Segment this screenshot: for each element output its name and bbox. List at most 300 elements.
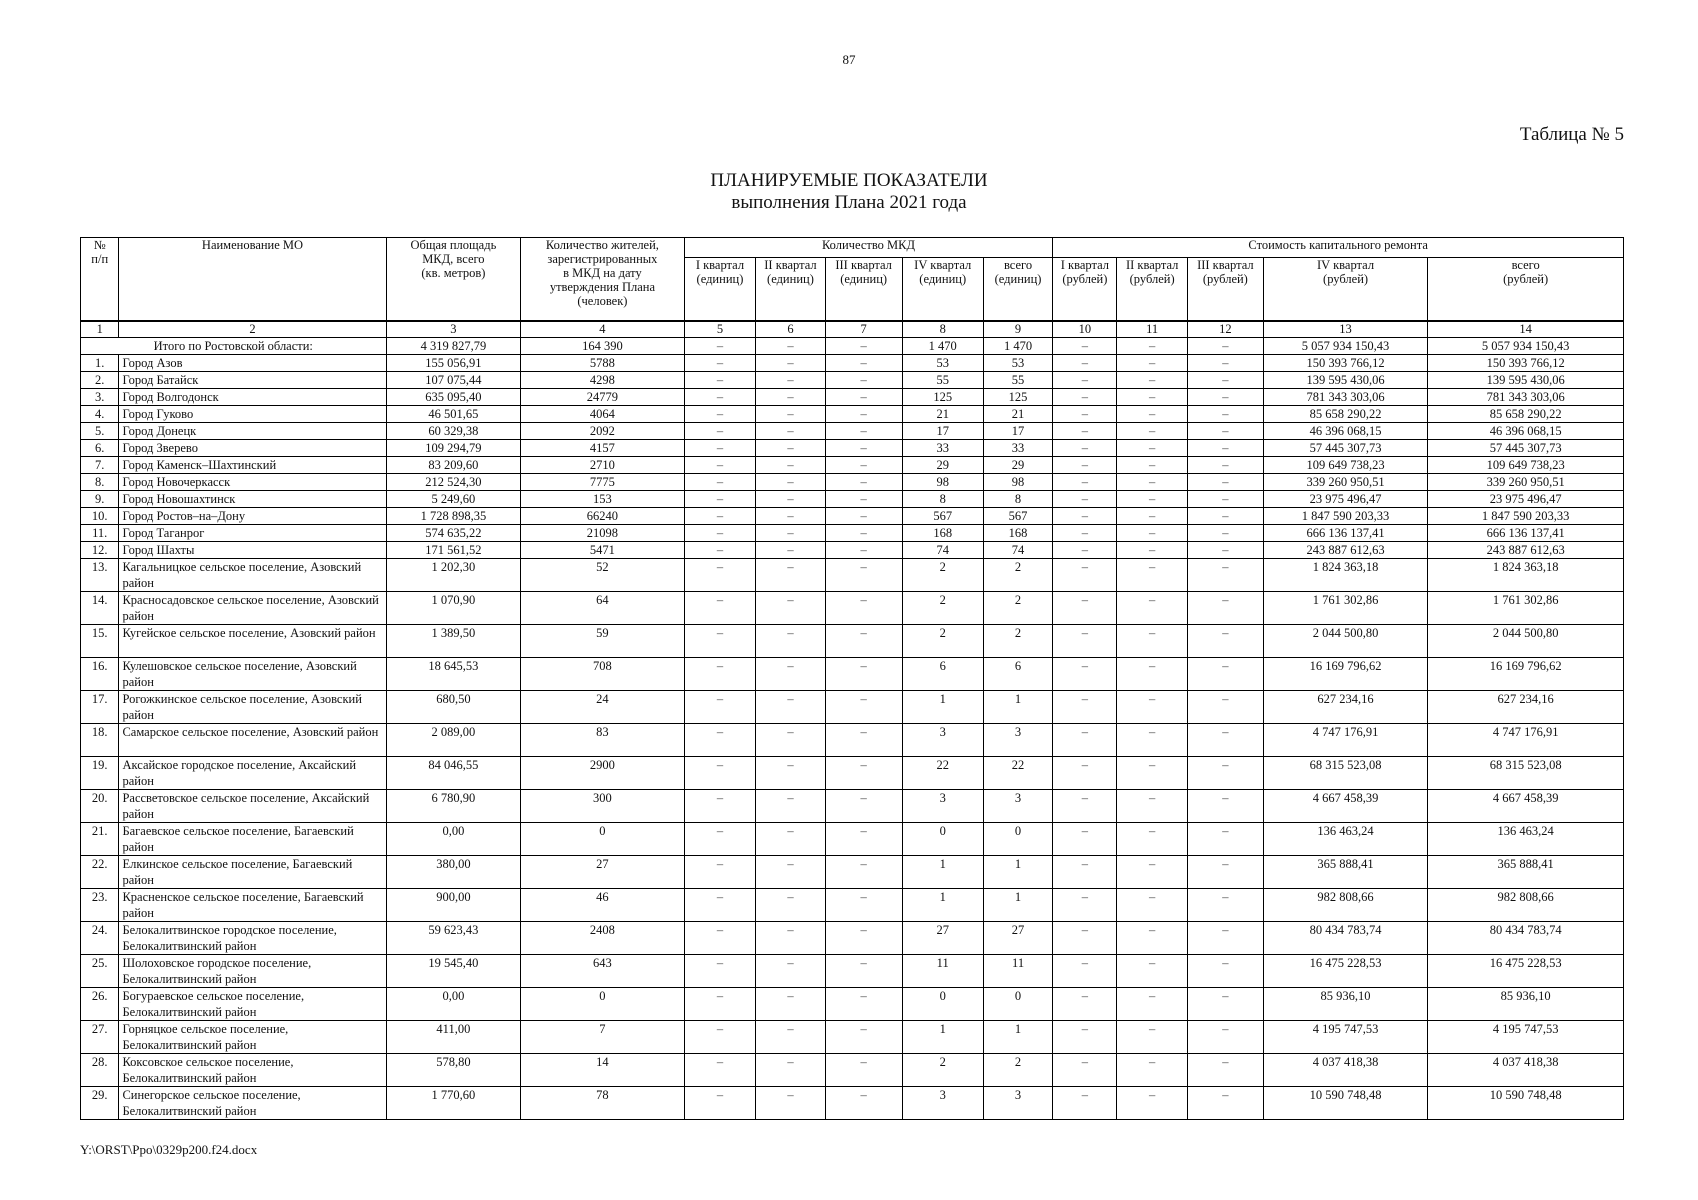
- table-row: [81, 592, 1624, 625]
- dash-cell: –: [1117, 457, 1188, 474]
- cost-total-cell: 1 761 302,86: [1428, 592, 1624, 625]
- area-cell: 107 075,44: [386, 372, 521, 389]
- dash-cell: –: [684, 372, 756, 389]
- dash-cell: –: [1117, 625, 1188, 658]
- dash-cell: –: [1053, 691, 1117, 724]
- dash-cell: –: [1117, 491, 1188, 508]
- cost-q4-cell: 4 667 458,39: [1263, 790, 1428, 823]
- dash-cell: –: [1187, 338, 1263, 355]
- dash-cell: –: [1117, 1021, 1188, 1054]
- dash-cell: –: [1053, 372, 1117, 389]
- row-number: 16.: [81, 658, 119, 691]
- header-mkd-q2-text: II квартал (единиц): [764, 258, 817, 286]
- dash-cell: –: [1117, 542, 1188, 559]
- dash-cell: –: [684, 592, 756, 625]
- header-mkd-total-text: всего (единиц): [994, 258, 1042, 286]
- area-cell: 900,00: [386, 889, 521, 922]
- dash-cell: –: [1187, 1087, 1263, 1120]
- table-row: [81, 440, 1624, 457]
- row-number: 15.: [81, 625, 119, 658]
- dash-cell: –: [756, 592, 825, 625]
- dash-cell: –: [825, 724, 902, 757]
- residents-cell: 643: [521, 955, 684, 988]
- column-number: 4: [521, 321, 684, 338]
- row-number: 7.: [81, 457, 119, 474]
- table-row: [81, 372, 1624, 389]
- dash-cell: –: [1117, 559, 1188, 592]
- mkd-q4-cell: 21: [902, 406, 983, 423]
- row-number: 2.: [81, 372, 119, 389]
- dash-cell: –: [1117, 724, 1188, 757]
- residents-cell: 2710: [521, 457, 684, 474]
- header-cost-group: Стоимость капитального ремонта: [1053, 238, 1624, 258]
- cost-total-cell: 23 975 496,47: [1428, 491, 1624, 508]
- row-number: 29.: [81, 1087, 119, 1120]
- dash-cell: –: [756, 691, 825, 724]
- dash-cell: –: [1053, 658, 1117, 691]
- row-number: 13.: [81, 559, 119, 592]
- dash-cell: –: [756, 423, 825, 440]
- table-row: [81, 889, 1624, 922]
- area-cell: 1 389,50: [386, 625, 521, 658]
- dash-cell: –: [1117, 525, 1188, 542]
- column-number: 12: [1187, 321, 1263, 338]
- dash-cell: –: [756, 889, 825, 922]
- dash-cell: –: [1053, 889, 1117, 922]
- table-row: [81, 474, 1624, 491]
- column-number: 8: [902, 321, 983, 338]
- residents-cell: 64: [521, 592, 684, 625]
- area-cell: 2 089,00: [386, 724, 521, 757]
- dash-cell: –: [1187, 856, 1263, 889]
- dash-cell: –: [1053, 724, 1117, 757]
- dash-cell: –: [1187, 790, 1263, 823]
- area-cell: 578,80: [386, 1054, 521, 1087]
- municipality-name: Город Азов: [119, 355, 386, 372]
- dash-cell: –: [684, 1054, 756, 1087]
- mkd-q4-cell: 168: [902, 525, 983, 542]
- header-area: [386, 238, 521, 322]
- dash-cell: –: [1053, 856, 1117, 889]
- dash-cell: –: [684, 1087, 756, 1120]
- total-mkd-q4: 1 470: [902, 338, 983, 355]
- header-mkd-q1-text: I квартал (единиц): [695, 258, 745, 286]
- dash-cell: –: [684, 1021, 756, 1054]
- area-cell: 171 561,52: [386, 542, 521, 559]
- municipality-name: Богураевское сельское поселение, Белокалитвинский район: [119, 988, 386, 1021]
- cost-q4-cell: 68 315 523,08: [1263, 757, 1428, 790]
- municipality-name: Красносадовское сельское поселение, Азовский район: [119, 592, 386, 625]
- dash-cell: –: [684, 889, 756, 922]
- mkd-total-cell: 33: [983, 440, 1053, 457]
- mkd-q4-cell: 2: [902, 1054, 983, 1087]
- cost-q4-cell: 85 658 290,22: [1263, 406, 1428, 423]
- residents-cell: 2092: [521, 423, 684, 440]
- row-number: 9.: [81, 491, 119, 508]
- cost-total-cell: 109 649 738,23: [1428, 457, 1624, 474]
- dash-cell: –: [1053, 440, 1117, 457]
- dash-cell: –: [1053, 625, 1117, 658]
- table-row: [81, 355, 1624, 372]
- dash-cell: –: [1117, 823, 1188, 856]
- table-row: [81, 1054, 1624, 1087]
- area-cell: 109 294,79: [386, 440, 521, 457]
- dash-cell: –: [756, 922, 825, 955]
- row-number: 3.: [81, 389, 119, 406]
- municipality-name: Город Каменск–Шахтинский: [119, 457, 386, 474]
- table-row: [81, 423, 1624, 440]
- dash-cell: –: [1053, 922, 1117, 955]
- table-row: [81, 625, 1624, 658]
- total-area: 4 319 827,79: [386, 338, 521, 355]
- table-row: [81, 525, 1624, 542]
- dash-cell: –: [1187, 1021, 1263, 1054]
- cost-total-cell: 4 195 747,53: [1428, 1021, 1624, 1054]
- row-number: 8.: [81, 474, 119, 491]
- dash-cell: –: [1117, 508, 1188, 525]
- column-number: 7: [825, 321, 902, 338]
- dash-cell: –: [756, 406, 825, 423]
- municipality-name: Город Зверево: [119, 440, 386, 457]
- dash-cell: –: [825, 542, 902, 559]
- mkd-q4-cell: 17: [902, 423, 983, 440]
- mkd-total-cell: 1: [983, 856, 1053, 889]
- mkd-total-cell: 22: [983, 757, 1053, 790]
- dash-cell: –: [684, 955, 756, 988]
- municipality-name: Город Волгодонск: [119, 389, 386, 406]
- table-row: [81, 508, 1624, 525]
- dash-cell: –: [684, 355, 756, 372]
- dash-cell: –: [1187, 474, 1263, 491]
- cost-total-cell: 243 887 612,63: [1428, 542, 1624, 559]
- row-number: 11.: [81, 525, 119, 542]
- dash-cell: –: [1187, 922, 1263, 955]
- dash-cell: –: [684, 525, 756, 542]
- cost-q4-cell: 136 463,24: [1263, 823, 1428, 856]
- mkd-total-cell: 55: [983, 372, 1053, 389]
- residents-cell: 300: [521, 790, 684, 823]
- cost-total-cell: 2 044 500,80: [1428, 625, 1624, 658]
- cost-q4-cell: 339 260 950,51: [1263, 474, 1428, 491]
- dash-cell: –: [1117, 691, 1188, 724]
- header-mkd-q4-text: IV квартал (единиц): [914, 258, 972, 286]
- dash-cell: –: [1117, 922, 1188, 955]
- cost-total-cell: 85 936,10: [1428, 988, 1624, 1021]
- dash-cell: –: [825, 338, 902, 355]
- dash-cell: –: [756, 508, 825, 525]
- dash-cell: –: [825, 559, 902, 592]
- mkd-total-cell: 2: [983, 592, 1053, 625]
- dash-cell: –: [756, 757, 825, 790]
- row-number: 12.: [81, 542, 119, 559]
- municipality-name: Город Новошахтинск: [119, 491, 386, 508]
- table-row: [81, 491, 1624, 508]
- dash-cell: –: [1053, 338, 1117, 355]
- dash-cell: –: [684, 338, 756, 355]
- header-cost-q1: [1053, 258, 1117, 322]
- dash-cell: –: [1053, 423, 1117, 440]
- dash-cell: –: [1053, 1021, 1117, 1054]
- dash-cell: –: [1187, 691, 1263, 724]
- residents-cell: 83: [521, 724, 684, 757]
- dash-cell: –: [1117, 988, 1188, 1021]
- cost-q4-cell: 1 847 590 203,33: [1263, 508, 1428, 525]
- dash-cell: –: [684, 691, 756, 724]
- column-number: 13: [1263, 321, 1428, 338]
- cost-total-cell: 4 037 418,38: [1428, 1054, 1624, 1087]
- municipality-name: Синегорское сельское поселение, Белокалитвинский район: [119, 1087, 386, 1120]
- dash-cell: –: [684, 724, 756, 757]
- dash-cell: –: [1053, 988, 1117, 1021]
- dash-cell: –: [1117, 338, 1188, 355]
- table-label: Таблица № 5: [1519, 124, 1624, 145]
- residents-cell: 5788: [521, 355, 684, 372]
- row-number: 18.: [81, 724, 119, 757]
- municipality-name: Город Гуково: [119, 406, 386, 423]
- dash-cell: –: [1053, 1054, 1117, 1087]
- cost-q4-cell: 1 761 302,86: [1263, 592, 1428, 625]
- dash-cell: –: [825, 355, 902, 372]
- mkd-total-cell: 74: [983, 542, 1053, 559]
- dash-cell: –: [684, 440, 756, 457]
- area-cell: 60 329,38: [386, 423, 521, 440]
- dash-cell: –: [1187, 724, 1263, 757]
- cost-total-cell: 139 595 430,06: [1428, 372, 1624, 389]
- row-number: 6.: [81, 440, 119, 457]
- dash-cell: –: [1117, 592, 1188, 625]
- area-cell: 6 780,90: [386, 790, 521, 823]
- total-residents: 164 390: [521, 338, 684, 355]
- area-cell: 18 645,53: [386, 658, 521, 691]
- cost-total-cell: 1 824 363,18: [1428, 559, 1624, 592]
- dash-cell: –: [756, 338, 825, 355]
- dash-cell: –: [825, 474, 902, 491]
- mkd-q4-cell: 55: [902, 372, 983, 389]
- dash-cell: –: [756, 559, 825, 592]
- area-cell: 574 635,22: [386, 525, 521, 542]
- file-path-footer: Y:\ORST\Ppo\0329p200.f24.docx: [80, 1142, 258, 1157]
- dash-cell: –: [1187, 955, 1263, 988]
- cost-total-cell: 781 343 303,06: [1428, 389, 1624, 406]
- dash-cell: –: [1117, 355, 1188, 372]
- dash-cell: –: [825, 856, 902, 889]
- column-number: 5: [684, 321, 756, 338]
- table-row: [81, 389, 1624, 406]
- dash-cell: –: [1117, 790, 1188, 823]
- dash-cell: –: [684, 625, 756, 658]
- mkd-total-cell: 125: [983, 389, 1053, 406]
- municipality-name: Город Шахты: [119, 542, 386, 559]
- mkd-q4-cell: 53: [902, 355, 983, 372]
- table-row: [81, 724, 1624, 757]
- dash-cell: –: [1117, 1087, 1188, 1120]
- residents-cell: 2900: [521, 757, 684, 790]
- area-cell: 680,50: [386, 691, 521, 724]
- dash-cell: –: [684, 491, 756, 508]
- row-number: 22.: [81, 856, 119, 889]
- row-number: 23.: [81, 889, 119, 922]
- mkd-q4-cell: 29: [902, 457, 983, 474]
- header-cost-q4-text: IV квартал (рублей): [1317, 258, 1375, 286]
- document-title: [0, 170, 1698, 214]
- mkd-total-cell: 1: [983, 889, 1053, 922]
- row-number: 4.: [81, 406, 119, 423]
- dash-cell: –: [1187, 658, 1263, 691]
- header-area-text: Общая площадь МКД, всего (кв. метров): [410, 238, 497, 280]
- dash-cell: –: [825, 440, 902, 457]
- dash-cell: –: [1117, 955, 1188, 988]
- header-cost-q4: [1263, 258, 1428, 322]
- mkd-q4-cell: 125: [902, 389, 983, 406]
- dash-cell: –: [684, 790, 756, 823]
- municipality-name: Самарское сельское поселение, Азовский район: [119, 724, 386, 757]
- dash-cell: –: [1053, 406, 1117, 423]
- table-row: [81, 790, 1624, 823]
- header-name-text: Наименование МО: [201, 238, 304, 252]
- dash-cell: –: [1187, 988, 1263, 1021]
- dash-cell: –: [1187, 372, 1263, 389]
- dash-cell: –: [684, 542, 756, 559]
- table-row: [81, 823, 1624, 856]
- header-num: [81, 238, 119, 322]
- total-row: [81, 338, 1624, 355]
- dash-cell: –: [756, 1054, 825, 1087]
- cost-q4-cell: 666 136 137,41: [1263, 525, 1428, 542]
- header-cost-q1-text: I квартал (рублей): [1060, 258, 1109, 286]
- cost-q4-cell: 139 595 430,06: [1263, 372, 1428, 389]
- area-cell: 0,00: [386, 823, 521, 856]
- dash-cell: –: [825, 658, 902, 691]
- area-cell: 19 545,40: [386, 955, 521, 988]
- cost-total-cell: 57 445 307,73: [1428, 440, 1624, 457]
- municipality-name: Коксовское сельское поселение, Белокалитвинский район: [119, 1054, 386, 1087]
- mkd-total-cell: 6: [983, 658, 1053, 691]
- title-line-1: ПЛАНИРУЕМЫЕ ПОКАЗАТЕЛИ: [710, 170, 988, 191]
- dash-cell: –: [1187, 406, 1263, 423]
- cost-q4-cell: 80 434 783,74: [1263, 922, 1428, 955]
- dash-cell: –: [1117, 856, 1188, 889]
- cost-total-cell: 4 667 458,39: [1428, 790, 1624, 823]
- residents-cell: 5471: [521, 542, 684, 559]
- dash-cell: –: [684, 922, 756, 955]
- mkd-total-cell: 0: [983, 988, 1053, 1021]
- column-number: 1: [81, 321, 119, 338]
- dash-cell: –: [756, 823, 825, 856]
- residents-cell: 78: [521, 1087, 684, 1120]
- dash-cell: –: [1187, 389, 1263, 406]
- cost-q4-cell: 1 824 363,18: [1263, 559, 1428, 592]
- cost-total-cell: 46 396 068,15: [1428, 423, 1624, 440]
- cost-total-cell: 627 234,16: [1428, 691, 1624, 724]
- mkd-total-cell: 0: [983, 823, 1053, 856]
- dash-cell: –: [1053, 474, 1117, 491]
- mkd-q4-cell: 2: [902, 592, 983, 625]
- mkd-total-cell: 27: [983, 922, 1053, 955]
- dash-cell: –: [756, 525, 825, 542]
- mkd-q4-cell: 74: [902, 542, 983, 559]
- cost-total-cell: 4 747 176,91: [1428, 724, 1624, 757]
- residents-cell: 7775: [521, 474, 684, 491]
- area-cell: 155 056,91: [386, 355, 521, 372]
- header-cost-total: [1428, 258, 1624, 322]
- row-number: 26.: [81, 988, 119, 1021]
- residents-cell: 24: [521, 691, 684, 724]
- header-cost-q2-text: II квартал (рублей): [1125, 258, 1179, 286]
- cost-q4-cell: 365 888,41: [1263, 856, 1428, 889]
- total-row-label: Итого по Ростовской области:: [81, 338, 387, 355]
- mkd-q4-cell: 1: [902, 889, 983, 922]
- cost-total-cell: 136 463,24: [1428, 823, 1624, 856]
- cost-total-cell: 339 260 950,51: [1428, 474, 1624, 491]
- cost-q4-cell: 109 649 738,23: [1263, 457, 1428, 474]
- mkd-total-cell: 8: [983, 491, 1053, 508]
- dash-cell: –: [684, 658, 756, 691]
- area-cell: 5 249,60: [386, 491, 521, 508]
- dash-cell: –: [756, 542, 825, 559]
- municipality-name: Рассветовское сельское поселение, Аксайский район: [119, 790, 386, 823]
- column-number: 2: [119, 321, 386, 338]
- mkd-q4-cell: 1: [902, 856, 983, 889]
- mkd-q4-cell: 3: [902, 1087, 983, 1120]
- column-number: 6: [756, 321, 825, 338]
- header-mkd-group: Количество МКД: [684, 238, 1053, 258]
- mkd-q4-cell: 0: [902, 988, 983, 1021]
- dash-cell: –: [825, 525, 902, 542]
- municipality-name: Горняцкое сельское поселение, Белокалитвинский район: [119, 1021, 386, 1054]
- column-number: 14: [1428, 321, 1624, 338]
- municipality-name: Город Донецк: [119, 423, 386, 440]
- dash-cell: –: [1187, 423, 1263, 440]
- residents-cell: 52: [521, 559, 684, 592]
- dash-cell: –: [1187, 559, 1263, 592]
- header-mkd-q2: [756, 258, 825, 322]
- mkd-total-cell: 3: [983, 790, 1053, 823]
- cost-q4-cell: 16 475 228,53: [1263, 955, 1428, 988]
- mkd-total-cell: 98: [983, 474, 1053, 491]
- residents-cell: 0: [521, 988, 684, 1021]
- dash-cell: –: [756, 355, 825, 372]
- dash-cell: –: [825, 1021, 902, 1054]
- cost-q4-cell: 10 590 748,48: [1263, 1087, 1428, 1120]
- residents-cell: 4298: [521, 372, 684, 389]
- dash-cell: –: [1117, 1054, 1188, 1087]
- dash-cell: –: [1187, 491, 1263, 508]
- mkd-q4-cell: 3: [902, 724, 983, 757]
- header-name: [119, 238, 386, 322]
- dash-cell: –: [825, 757, 902, 790]
- area-cell: 1 070,90: [386, 592, 521, 625]
- dash-cell: –: [1187, 823, 1263, 856]
- dash-cell: –: [684, 823, 756, 856]
- plan-indicators-table: [80, 237, 1624, 1120]
- mkd-total-cell: 168: [983, 525, 1053, 542]
- municipality-name: Кугейское сельское поселение, Азовский район: [119, 625, 386, 658]
- residents-cell: 66240: [521, 508, 684, 525]
- table-row: [81, 542, 1624, 559]
- municipality-name: Рогожкинское сельское поселение, Азовский район: [119, 691, 386, 724]
- area-cell: 635 095,40: [386, 389, 521, 406]
- dash-cell: –: [1117, 440, 1188, 457]
- municipality-name: Елкинское сельское поселение, Багаевский район: [119, 856, 386, 889]
- mkd-q4-cell: 22: [902, 757, 983, 790]
- table-row: [81, 856, 1624, 889]
- row-number: 28.: [81, 1054, 119, 1087]
- dash-cell: –: [825, 625, 902, 658]
- dash-cell: –: [825, 389, 902, 406]
- row-number: 5.: [81, 423, 119, 440]
- dash-cell: –: [825, 457, 902, 474]
- page-number: 87: [842, 52, 856, 67]
